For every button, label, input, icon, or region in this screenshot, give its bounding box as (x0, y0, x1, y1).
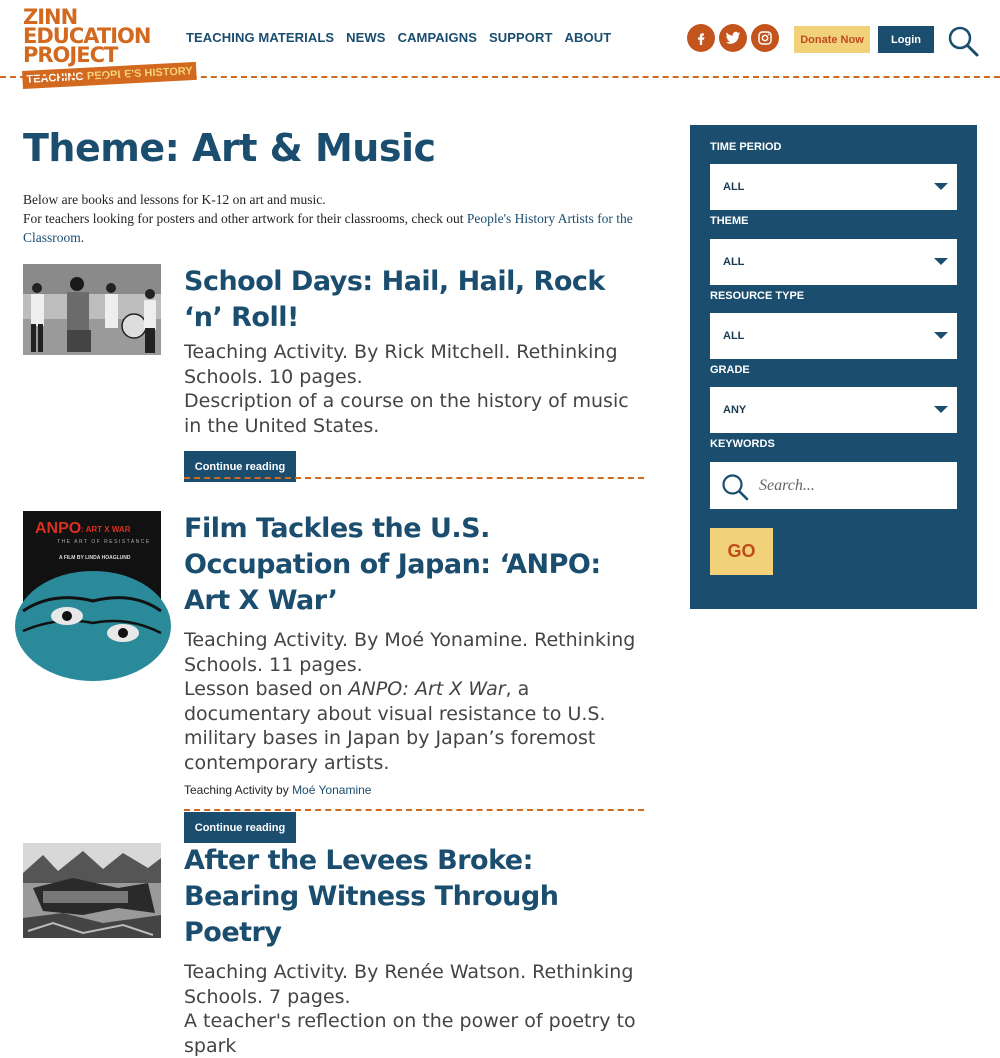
article-meta: Teaching Activity. By Renée Watson. Rethinking Schools. 7 pages. (184, 961, 634, 1008)
chevron-down-icon (934, 406, 948, 413)
description-suffix: , a documentary about visual resistance to U.S. military bases in Japan by Japan’s foremost contemporary artists. (184, 678, 606, 774)
site-header (0, 0, 1000, 86)
page-title: Theme: Art & Music (23, 126, 436, 170)
article-divider (184, 809, 644, 811)
site-logo[interactable] (23, 5, 194, 92)
time-period-label: TIME PERIOD (710, 141, 782, 153)
nav-news[interactable]: NEWS (346, 30, 386, 45)
chevron-down-icon (934, 258, 948, 265)
article-divider (184, 477, 644, 479)
filter-sidebar (690, 125, 977, 609)
grade-value: ANY (723, 404, 747, 416)
twitter-icon[interactable] (719, 24, 747, 52)
poster-credit: A FILM BY LINDA HOAGLUND (59, 555, 131, 561)
search-icon[interactable] (946, 24, 980, 58)
description-prefix: Lesson based on (184, 678, 349, 700)
header-divider (0, 76, 1000, 78)
keyword-search-input[interactable] (710, 462, 957, 509)
nav-campaigns[interactable]: CAMPAIGNS (397, 30, 477, 45)
intro-line-2-end: . (80, 230, 85, 245)
nav-about[interactable]: ABOUT (564, 30, 612, 45)
resource-type-select[interactable] (710, 313, 957, 359)
article-byline (184, 783, 646, 797)
article-description: A teacher's reflection on the power of poetry to spark (184, 1010, 636, 1057)
logo-tagline-part1: TEACHING (26, 70, 85, 86)
article-thumbnail[interactable] (23, 843, 161, 938)
logo-tagline-part2: PEOPLE'S HISTORY (86, 65, 194, 83)
logo-line-3: PROJECT (23, 43, 118, 67)
keywords-label: KEYWORDS (710, 438, 775, 450)
search-placeholder: Search... (759, 477, 815, 494)
theme-label: THEME (710, 215, 749, 227)
article-content (184, 511, 646, 843)
article-meta: Teaching Activity. By Rick Mitchell. Rethinking Schools. 10 pages. (184, 341, 618, 388)
logo-line-1: ZINN (23, 5, 78, 29)
poster-title: ANPO (35, 520, 82, 537)
go-button[interactable]: GO (710, 528, 773, 575)
article-title[interactable]: School Days: Hail, Hail, Rock ‘n’ Roll! (184, 266, 605, 333)
theme-select[interactable] (710, 239, 957, 285)
facebook-icon[interactable] (687, 24, 715, 52)
article-title[interactable]: After the Levees Broke: Bearing Witness Through Poetry (184, 845, 559, 948)
poster-tagline: THE ART OF RESISTANCE (57, 539, 151, 545)
article-title[interactable]: Film Tackles the U.S. Occupation of Japan: ‘ANPO: Art X War’ (184, 513, 601, 616)
intro-line-2 (23, 209, 648, 247)
social-links (687, 24, 779, 52)
grade-select[interactable] (710, 387, 957, 433)
resource-type-label: RESOURCE TYPE (710, 290, 805, 302)
time-period-value: ALL (723, 181, 745, 193)
article-thumbnail[interactable] (23, 264, 161, 355)
article-thumbnail[interactable] (23, 511, 161, 648)
film-title: ANPO: Art X War (348, 678, 506, 700)
article-content (184, 264, 646, 482)
intro-line-1: Below are books and lessons for K-12 on art and music. (23, 192, 326, 207)
login-button[interactable]: Login (878, 26, 934, 53)
search-icon (720, 472, 750, 502)
chevron-down-icon (934, 332, 948, 339)
nav-teaching-materials[interactable]: TEACHING MATERIALS (186, 30, 335, 45)
article-content (184, 843, 646, 1058)
grade-label: GRADE (710, 364, 750, 376)
theme-value: ALL (723, 256, 745, 268)
chevron-down-icon (934, 183, 948, 190)
poster-subtitle: : ART X WAR (81, 525, 131, 534)
byline-prefix: Teaching Activity by (184, 783, 293, 797)
time-period-select[interactable] (710, 164, 957, 210)
artists-classroom-link[interactable]: People's History Artists for the Classroom (23, 211, 633, 245)
article-description: Description of a course on the history of music in the United States. (184, 390, 629, 437)
nav-support[interactable]: SUPPORT (488, 30, 553, 45)
article-description (184, 677, 646, 775)
intro-text (23, 190, 648, 247)
resource-type-value: ALL (723, 330, 745, 342)
instagram-icon[interactable] (751, 24, 779, 52)
continue-reading-button[interactable]: Continue reading (184, 451, 296, 482)
article-meta: Teaching Activity. By Moé Yonamine. Rethinking Schools. 11 pages. (184, 629, 636, 676)
logo-line-2: EDUCATION (23, 24, 151, 48)
intro-line-2-text: For teachers looking for posters and other artwork for their classrooms, check out (23, 211, 467, 226)
main-nav (186, 30, 623, 45)
continue-reading-button[interactable]: Continue reading (184, 812, 296, 843)
author-link[interactable]: Moé Yonamine (292, 783, 372, 797)
donate-button[interactable]: Donate Now (794, 26, 870, 53)
